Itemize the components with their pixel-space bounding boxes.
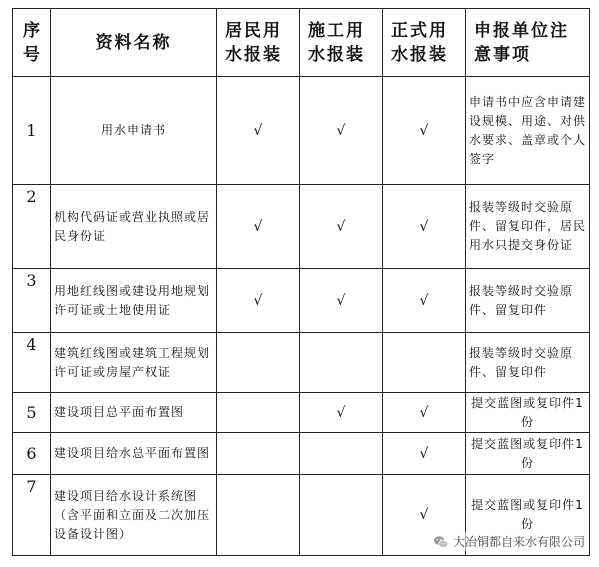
header-name: 资料名称 — [51, 9, 217, 77]
construction-check — [300, 433, 383, 475]
header-construction: 施工用水报装 — [300, 9, 383, 77]
document-name: 用水申请书 — [51, 77, 217, 185]
header-residential: 居民用水报装 — [217, 9, 300, 77]
header-notes: 申报单位注意事项 — [466, 9, 590, 77]
formal-check: √ — [383, 185, 466, 269]
application-note: 提交蓝图或复印件1份 — [466, 433, 590, 475]
header-seq: 序号 — [13, 9, 51, 77]
formal-check: √ — [383, 77, 466, 185]
row-number: 7 — [13, 475, 51, 556]
table-row — [13, 393, 590, 433]
construction-check: √ — [300, 393, 383, 433]
table-row — [13, 77, 590, 185]
application-note: 提交蓝图或复印件1份 — [466, 475, 590, 556]
construction-check — [300, 475, 383, 556]
residential-check — [217, 475, 300, 556]
formal-check: √ — [383, 433, 466, 475]
residential-check: √ — [217, 185, 300, 269]
document-name: 建筑红线图或建筑工程规划许可证或房屋产权证 — [51, 333, 217, 393]
header-row — [13, 9, 590, 77]
formal-check: √ — [383, 475, 466, 556]
formal-check — [383, 333, 466, 393]
table-row — [13, 269, 590, 333]
application-note: 报装等级时交验原件、留复印件 — [466, 333, 590, 393]
table-row — [13, 185, 590, 269]
document-name: 机构代码证或营业执照或居民身份证 — [51, 185, 217, 269]
construction-check: √ — [300, 185, 383, 269]
row-number: 5 — [13, 393, 51, 433]
residential-check — [217, 333, 300, 393]
row-number: 4 — [13, 333, 51, 393]
wechat-watermark — [431, 532, 587, 551]
water-application-table — [12, 8, 590, 556]
construction-check — [300, 333, 383, 393]
formal-check: √ — [383, 393, 466, 433]
row-number: 6 — [13, 433, 51, 475]
residential-check: √ — [217, 269, 300, 333]
row-number: 3 — [13, 269, 51, 333]
row-number: 2 — [13, 185, 51, 269]
construction-check: √ — [300, 269, 383, 333]
application-note: 报装等级时交验原件、留复印件，居民用水只提交身份证 — [466, 185, 590, 269]
formal-check: √ — [383, 269, 466, 333]
application-note: 提交蓝图或复印件1份 — [466, 393, 590, 433]
application-note: 报装等级时交验原件、留复印件 — [466, 269, 590, 333]
construction-check: √ — [300, 77, 383, 185]
row-number: 1 — [13, 77, 51, 185]
header-formal: 正式用水报装 — [383, 9, 466, 77]
residential-check — [217, 433, 300, 475]
document-name: 用地红线图或建设用地规划许可证或土地使用证 — [51, 269, 217, 333]
wechat-icon — [433, 534, 449, 550]
document-name: 建设项目给水设计系统图（含平面和立面及二次加压设备设计图） — [51, 475, 217, 556]
document-name: 建设项目给水总平面布置图 — [51, 433, 217, 475]
table-row — [13, 333, 590, 393]
watermark-text: 大冶铜都自来水有限公司 — [452, 535, 585, 549]
application-note: 申请书中应含申请建设规模、用途、对供水要求、盖章或个人签字 — [466, 77, 590, 185]
table-row — [13, 433, 590, 475]
document-name: 建设项目总平面布置图 — [51, 393, 217, 433]
residential-check — [217, 393, 300, 433]
residential-check: √ — [217, 77, 300, 185]
